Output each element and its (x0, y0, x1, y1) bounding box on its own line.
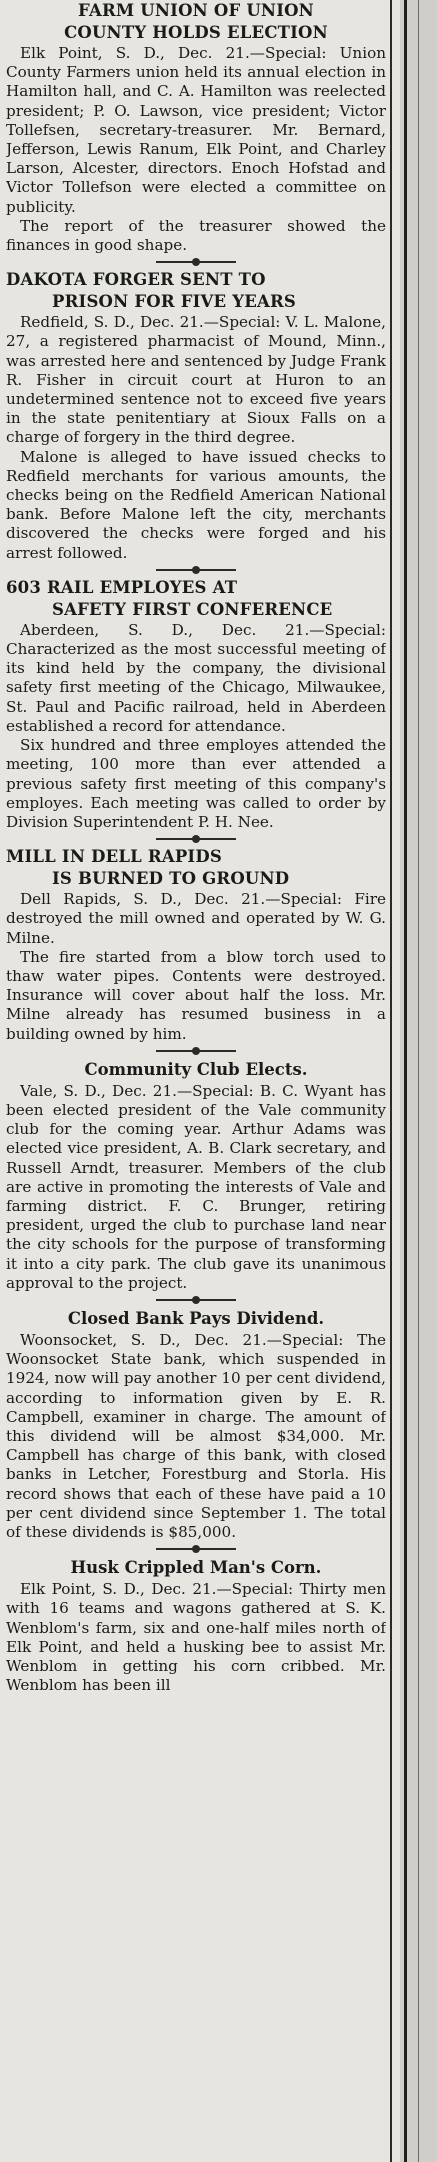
separator-rule (156, 261, 236, 263)
article-paragraph: Vale, S. D., Dec. 21.—Special: B. C. Wyant has been elected president of the Vale community club for the coming year. Arthur Adams was elected vice president, A. B. Clark secretary, and Russell Arndt, treasurer. Members of the club are active in promoting the interests of Vale and farming district. F. C. Brunger, retiring president, urged the club to purchase land near the city schools for the purpose of transforming it into a city park. The club gave its unanimous approval to the project. (6, 1081, 386, 1292)
article-paragraph: Elk Point, S. D., Dec. 21.—Special: Thirty men with 16 teams and wagons gathered at S. K. Wenblom's farm, six and one-half miles north of Elk Point, and held a husking bee to assist Mr. Wenblom in getting his corn cribbed. Mr. Wenblom has been ill (6, 1580, 386, 1695)
article-paragraph: Aberdeen, S. D., Dec. 21.—Special: Characterized as the most successful meeting of its kind held by the company, the divisional safety first meeting of the Chicago, Milwaukee, St. Paul and Pacific railroad, held in Aberdeen established a record for attendance. (6, 620, 386, 735)
headline-line-1: FARM UNION OF UNION (78, 1, 314, 20)
headline-line-2: PRISON FOR FIVE YEARS (52, 292, 297, 312)
headline-line-2: IS BURNED TO GROUND (52, 869, 290, 889)
headline: Closed Bank Pays Dividend. (67, 1308, 325, 1328)
article-rail-employes (6, 577, 386, 832)
headline-line-1: DAKOTA FORGER SENT TO (6, 270, 266, 290)
headline (6, 577, 386, 621)
headline-line-2: COUNTY HOLDS ELECTION (64, 23, 328, 42)
headline (6, 0, 386, 44)
article-farm-union (6, 0, 386, 255)
article-paragraph: Woonsocket, S. D., Dec. 21.—Special: The Woonsocket State bank, which suspended in 1924, now will pay another 10 per cent dividend, according to information given by E. R. Campbell, examiner in charge. The amount of this dividend will be almost $34,000. Mr. Campbell has charge of this bank, with closed banks in Letcher, Forestburg and Storla. His record shows that each of these have paid a 10 per cent dividend since September 1. The total of these dividends is $85,000. (6, 1330, 386, 1541)
headline: Husk Crippled Man's Corn. (70, 1558, 322, 1578)
article-community-club (6, 1058, 386, 1293)
news-column (6, 0, 386, 2162)
article-paragraph: Elk Point, S. D., Dec. 21.—Special: Union County Farmers union held its annual election in Hamilton hall, and C. A. Hamilton was reelected president; P. O. Lawson, vice president; Victor Tollefsen, secretary-treasurer. Mr. Bernard, Jefferson, Lewis Ranum, Elk Point, and Charley Larson, Alcester, directors. Enoch Hofstad and Victor Tollefson were elected a committee on publicity. (6, 44, 386, 216)
article-paragraph: Dell Rapids, S. D., Dec. 21.—Special: Fire destroyed the mill owned and operated by W. G. Milne. (6, 890, 386, 947)
article-mill-burned (6, 846, 386, 1044)
headline-line-2: SAFETY FIRST CONFERENCE (52, 599, 333, 619)
article-paragraph: Malone is alleged to have issued checks to Redfield merchants for various amounts, the checks being on the Redfield American National bank. Before Malone left the city, merchants discovered the checks were forged and his arrest followed. (6, 447, 386, 562)
separator-rule (156, 569, 236, 571)
article-husk-corn (6, 1556, 386, 1695)
article-dakota-forger (6, 269, 386, 563)
separator-rule (156, 838, 236, 840)
article-paragraph: Redfield, S. D., Dec. 21.—Special: V. L. Malone, 27, a registered pharmacist of Mound, Minn., was arrested here and sentenced by Judge Frank R. Fisher in circuit court at Huron to an undetermined sentence not to exceed five years in the state penitentiary at Sioux Falls on a charge of forgery in the third degree. (6, 313, 386, 447)
headline-line-1: 603 RAIL EMPLOYES AT (6, 577, 238, 597)
headline: Community Club Elects. (84, 1059, 308, 1079)
separator-rule (156, 1050, 236, 1052)
column-rule (404, 0, 407, 2162)
article-paragraph: The report of the treasurer showed the finances in good shape. (6, 216, 386, 255)
headline (6, 846, 386, 890)
article-paragraph: Six hundred and three employes attended the meeting, 100 more than ever attended a previous safety first meeting of this company's employes. Each meeting was called to order by Division Superintendent P. H. Nee. (6, 736, 386, 831)
column-rule (418, 0, 419, 2162)
article-paragraph: The fire started from a blow torch used to thaw water pipes. Contents were destroyed. Insurance will cover about half the loss. Mr. Milne already has resumed business in a building owned by him. (6, 947, 386, 1043)
separator-rule (156, 1299, 236, 1301)
column-rule (390, 0, 392, 2162)
article-closed-bank (6, 1307, 386, 1542)
headline (6, 269, 386, 313)
separator-rule (156, 1548, 236, 1550)
headline-line-1: MILL IN DELL RAPIDS (6, 847, 222, 867)
